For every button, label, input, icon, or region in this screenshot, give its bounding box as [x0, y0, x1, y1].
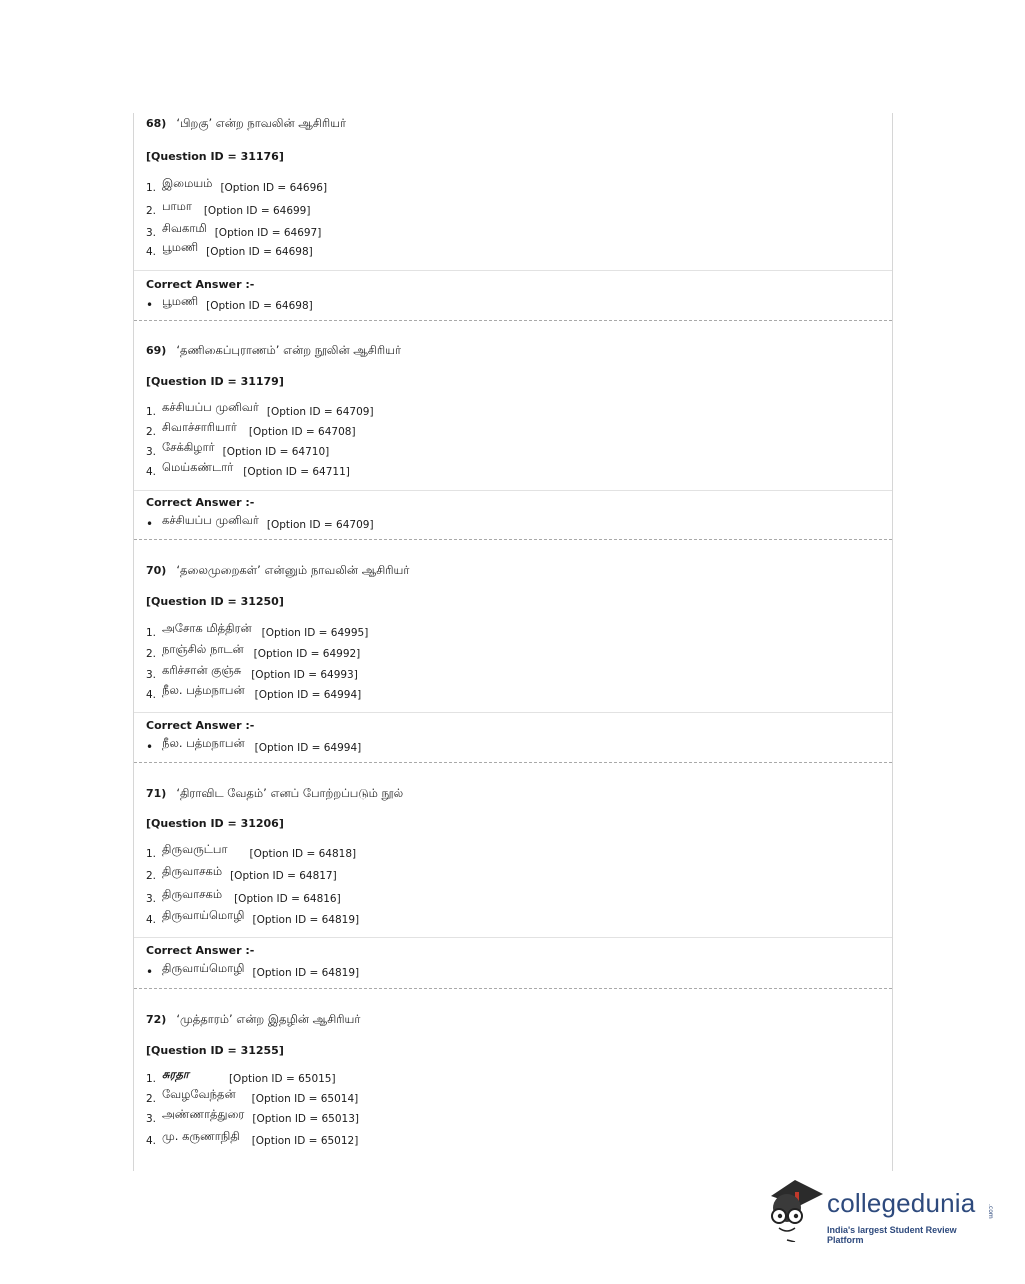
question-69-title — [146, 343, 401, 359]
option-text: பூமணி — [162, 240, 199, 254]
question-70-title — [146, 563, 409, 579]
option-1 — [146, 400, 374, 418]
option-text: மெய்கண்டார் — [162, 460, 234, 474]
collegedunia-logo — [765, 1176, 995, 1246]
option-4 — [146, 908, 359, 926]
option-text: பாமா — [162, 199, 192, 213]
divider — [134, 937, 892, 938]
option-id: [Option ID = 64816] — [234, 893, 341, 905]
option-number: 3. — [146, 227, 157, 239]
option-number: 1. — [146, 848, 157, 860]
logo-tagline: India's largest Student Review Platform — [827, 1225, 957, 1245]
option-number: 1. — [146, 1073, 157, 1085]
question-text: ‘தணிகைப்புராணம்’ என்ற நூலின் ஆசிரியர் — [176, 343, 401, 357]
option-text: நாஞ்சில் நாடன் — [162, 642, 244, 656]
logo-wordmark: collegedunia — [827, 1188, 976, 1218]
option-2 — [146, 1087, 358, 1105]
option-id: [Option ID = 65012] — [251, 1135, 359, 1147]
bullet-icon: • — [146, 740, 154, 754]
option-number: 4. — [146, 246, 157, 258]
correct-answer-id: [Option ID = 64819] — [252, 967, 360, 979]
correct-answer-text: திருவாய்மொழி — [162, 961, 245, 975]
option-text: திருவாசகம் — [162, 887, 223, 901]
correct-answer-id: [Option ID = 64994] — [254, 742, 362, 754]
option-1 — [146, 176, 327, 194]
option-id: [Option ID = 65013] — [252, 1113, 359, 1125]
option-number: 1. — [146, 627, 157, 639]
correct-answer — [146, 294, 313, 312]
option-id: [Option ID = 65014] — [251, 1093, 359, 1105]
question-text: ‘முத்தாரம்’ என்ற இதழின் ஆசிரியர் — [176, 1012, 361, 1026]
option-text: சிவகாமி — [162, 221, 207, 235]
question-separator — [134, 762, 892, 763]
correct-answer-label: Correct Answer :- — [146, 278, 255, 291]
option-1 — [146, 621, 368, 639]
option-text: சிவாச்சாரியார் — [162, 420, 237, 434]
bullet-icon: • — [146, 298, 154, 312]
question-72-title — [146, 1012, 360, 1028]
option-number: 2. — [146, 205, 157, 217]
question-separator — [134, 320, 892, 321]
question-number: 71) — [146, 787, 167, 800]
option-1 — [146, 1067, 336, 1085]
question-text: ‘தலைமுறைகள்’ என்னும் நாவலின் ஆசிரியர் — [176, 563, 410, 577]
option-id: [Option ID = 64699] — [203, 205, 311, 217]
option-3 — [146, 440, 329, 458]
question-text: ‘திராவிட வேதம்’ எனப் போற்றப்படும் நூல் — [176, 786, 404, 800]
option-number: 2. — [146, 648, 157, 660]
option-id: [Option ID = 64994] — [254, 689, 362, 701]
correct-answer — [146, 736, 361, 754]
correct-answer-id: [Option ID = 64698] — [206, 300, 313, 312]
option-4 — [146, 683, 361, 701]
correct-answer — [146, 961, 359, 979]
correct-answer-text: கச்சியப்ப முனிவர் — [162, 513, 259, 527]
option-id: [Option ID = 64697] — [214, 227, 322, 239]
question-number: 68) — [146, 117, 167, 130]
option-4 — [146, 1129, 358, 1147]
divider — [134, 270, 892, 271]
option-number: 3. — [146, 669, 157, 681]
option-id: [Option ID = 64708] — [248, 426, 356, 438]
option-number: 2. — [146, 1093, 157, 1105]
option-2 — [146, 864, 337, 882]
option-text: கரிச்சான் குஞ்சு — [162, 663, 242, 677]
divider — [134, 712, 892, 713]
question-sheet — [133, 113, 893, 1171]
option-3 — [146, 663, 358, 681]
option-text: திருவருட்பா — [162, 842, 228, 856]
option-2 — [146, 199, 310, 217]
bullet-icon: • — [146, 517, 154, 531]
option-1 — [146, 842, 356, 860]
question-id: [Question ID = 31250] — [146, 595, 284, 608]
option-number: 3. — [146, 893, 157, 905]
option-id: [Option ID = 64818] — [249, 848, 357, 860]
option-text: திருவாய்மொழி — [162, 908, 245, 922]
option-number: 4. — [146, 1135, 157, 1147]
option-text: நீல. பத்மநாபன் — [162, 683, 245, 697]
option-id: [Option ID = 64819] — [252, 914, 360, 926]
question-id: [Question ID = 31179] — [146, 375, 284, 388]
bullet-icon: • — [146, 965, 154, 979]
question-text: ‘பிறகு’ என்ற நாவலின் ஆசிரியர் — [176, 116, 346, 130]
option-number: 2. — [146, 426, 157, 438]
option-3 — [146, 1107, 359, 1125]
option-id: [Option ID = 64993] — [251, 669, 358, 681]
question-separator — [134, 988, 892, 989]
option-4 — [146, 460, 350, 478]
question-number: 70) — [146, 564, 167, 577]
option-id: [Option ID = 64992] — [253, 648, 361, 660]
option-number: 3. — [146, 1113, 157, 1125]
question-71-title — [146, 786, 403, 802]
option-2 — [146, 420, 356, 438]
logo-domain: .com — [987, 1204, 994, 1219]
option-text: மு. கருணாநிதி — [162, 1129, 240, 1143]
correct-answer — [146, 513, 374, 531]
question-68-title — [146, 116, 346, 132]
option-text: சேக்கிழார் — [162, 440, 215, 454]
option-text: அண்ணாத்துரை — [162, 1107, 245, 1121]
option-3 — [146, 221, 321, 239]
question-id: [Question ID = 31176] — [146, 150, 284, 163]
option-4 — [146, 240, 313, 258]
option-number: 1. — [146, 406, 157, 418]
option-text: திருவாசகம் — [162, 864, 223, 878]
correct-answer-text: பூமணி — [162, 294, 199, 308]
option-number: 1. — [146, 182, 157, 194]
mascot-icon — [765, 1176, 827, 1242]
option-id: [Option ID = 64696] — [220, 182, 328, 194]
option-number: 4. — [146, 914, 157, 926]
question-id: [Question ID = 31206] — [146, 817, 284, 830]
option-id: [Option ID = 65015] — [228, 1073, 336, 1085]
option-id: [Option ID = 64698] — [206, 246, 313, 258]
correct-answer-id: [Option ID = 64709] — [266, 519, 374, 531]
option-text: கச்சியப்ப முனிவர் — [162, 400, 259, 414]
option-3 — [146, 887, 341, 905]
divider — [134, 490, 892, 491]
option-id: [Option ID = 64711] — [243, 466, 350, 478]
option-2 — [146, 642, 360, 660]
correct-answer-label: Correct Answer :- — [146, 719, 255, 732]
question-separator — [134, 539, 892, 540]
option-number: 4. — [146, 689, 157, 701]
question-number: 72) — [146, 1013, 167, 1026]
option-id: [Option ID = 64709] — [266, 406, 374, 418]
option-text: சுரதா — [162, 1067, 189, 1081]
option-number: 4. — [146, 466, 157, 478]
option-id: [Option ID = 64710] — [222, 446, 330, 458]
correct-answer-text: நீல. பத்மநாபன் — [162, 736, 245, 750]
option-text: வேழவேந்தன் — [162, 1087, 236, 1101]
option-number: 2. — [146, 870, 157, 882]
correct-answer-label: Correct Answer :- — [146, 496, 255, 509]
question-number: 69) — [146, 344, 167, 357]
option-id: [Option ID = 64817] — [230, 870, 337, 882]
option-text: இமையம் — [162, 176, 213, 190]
question-id: [Question ID = 31255] — [146, 1044, 284, 1057]
correct-answer-label: Correct Answer :- — [146, 944, 255, 957]
option-text: அசோக மித்திரன் — [162, 621, 252, 635]
option-id: [Option ID = 64995] — [261, 627, 369, 639]
option-number: 3. — [146, 446, 157, 458]
